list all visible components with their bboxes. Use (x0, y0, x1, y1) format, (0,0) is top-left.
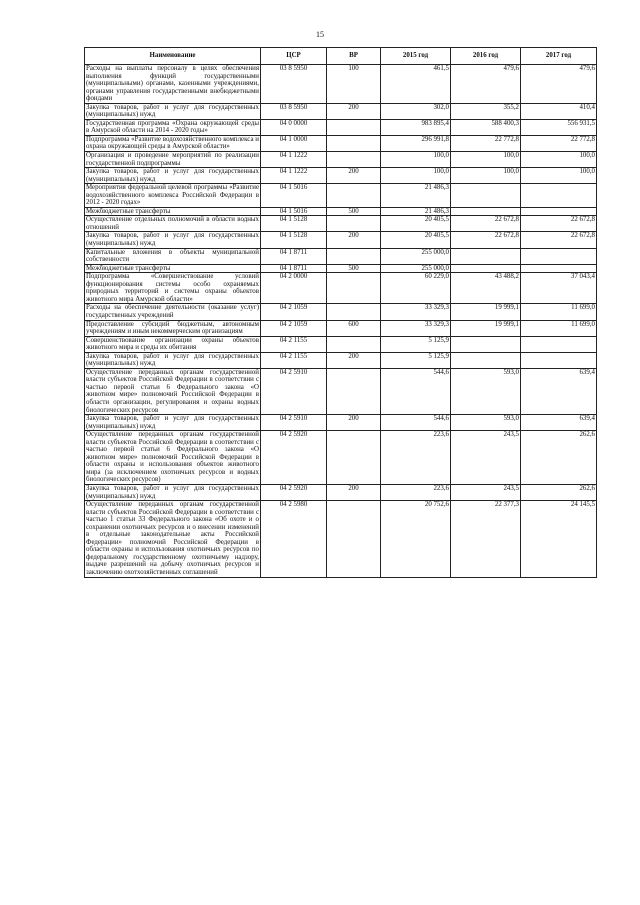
table-row (85, 103, 597, 119)
cell-2016: 100,0 (451, 152, 521, 168)
table-header-row (85, 48, 597, 65)
table-row (85, 232, 597, 248)
cell-name: Подпрограмма «Совершенствование условий функционирования системы особо охраняемых природных территорий и системы охраны объектов животного мира Амурской области» (86, 273, 259, 303)
cell-vr: 200 (327, 168, 381, 184)
cell-2015: 255 000,0 (381, 248, 451, 264)
cell-2017: 22 672,8 (521, 216, 597, 232)
cell-2017 (521, 264, 597, 273)
cell-name: Закупка товаров, работ и услуг для государственных (муниципальных) нужд (86, 484, 259, 500)
cell-2015: 33 329,3 (381, 304, 451, 320)
cell-2015: 255 000,0 (381, 264, 451, 273)
cell-name: Мероприятия федеральной целевой программы «Развитие водохозяйственного комплекса Российской Федерации в 2012 - 2020 годах» (86, 184, 259, 207)
cell-2016: 243,5 (451, 484, 521, 500)
cell-vr: 200 (327, 352, 381, 368)
cell-2015: 100,0 (381, 152, 451, 168)
table-row (85, 248, 597, 264)
cell-2017: 22 672,8 (521, 232, 597, 248)
table-row (85, 352, 597, 368)
table-row (85, 368, 597, 414)
cell-2017: 639,4 (521, 368, 597, 414)
cell-2016: 22 377,3 (451, 501, 521, 577)
cell-2017 (521, 352, 597, 368)
cell-2015: 302,0 (381, 103, 451, 119)
cell-vr (327, 304, 381, 320)
cell-2017 (521, 207, 597, 216)
cell-vr (327, 501, 381, 577)
cell-vr: 600 (327, 320, 381, 336)
cell-name: Межбюджетные трансферты (85, 207, 261, 216)
cell-csr: 04 0 0000 (261, 119, 327, 135)
cell-vr (327, 184, 381, 208)
header-2016: 2016 год (451, 48, 521, 65)
header-2017: 2017 год (521, 48, 597, 65)
cell-2017 (521, 336, 597, 352)
cell-vr: 500 (327, 264, 381, 273)
table-row (85, 273, 597, 304)
cell-2016: 593,0 (451, 415, 521, 431)
cell-csr: 04 1 1222 (261, 168, 327, 184)
cell-2015: 20 752,6 (381, 501, 451, 577)
cell-2015: 223,6 (381, 484, 451, 500)
cell-2017: 100,0 (521, 168, 597, 184)
cell-csr: 04 2 1155 (261, 352, 327, 368)
cell-csr: 04 1 5016 (261, 207, 327, 216)
table-row (85, 119, 597, 135)
cell-2017: 11 699,0 (521, 304, 597, 320)
cell-2016 (451, 248, 521, 264)
table-row (85, 135, 597, 151)
page-number: 15 (316, 30, 324, 39)
cell-vr (327, 152, 381, 168)
cell-csr: 03 8 5950 (261, 103, 327, 119)
cell-csr: 04 2 5910 (261, 415, 327, 431)
cell-2015: 461,5 (381, 65, 451, 104)
cell-csr: 04 2 5980 (261, 501, 327, 577)
cell-2016: 593,0 (451, 368, 521, 414)
cell-2015: 544,6 (381, 415, 451, 431)
cell-vr (327, 216, 381, 232)
table-row (85, 207, 597, 216)
cell-csr: 04 2 1059 (261, 320, 327, 336)
cell-name: Расходы на выплаты персоналу в целях обеспечения выполнения функций государственными (муниципальными) органами, казенными учреждениями, органами управления государственными внебюджетными фондами (86, 65, 259, 103)
cell-vr: 200 (327, 232, 381, 248)
header-2015: 2015 год (381, 48, 451, 65)
cell-2017: 262,6 (521, 431, 597, 485)
cell-vr (327, 248, 381, 264)
header-csr: ЦСР (261, 48, 327, 65)
cell-2016 (451, 184, 521, 208)
cell-name: Закупка товаров, работ и услуг для государственных (муниципальных) нужд (86, 168, 259, 183)
cell-vr: 100 (327, 65, 381, 104)
cell-vr (327, 119, 381, 135)
cell-csr: 04 2 1059 (261, 304, 327, 320)
cell-vr: 500 (327, 207, 381, 216)
cell-2017: 100,0 (521, 152, 597, 168)
cell-name: Закупка товаров, работ и услуг для государственных (муниципальных) нужд (86, 415, 259, 430)
cell-name: Закупка товаров, работ и услуг для государственных (муниципальных) нужд (86, 103, 259, 119)
cell-2015: 100,0 (381, 168, 451, 184)
cell-name: Осуществление переданных органам государственной власти субъектов Российской Федерации в соответствии с частью первой статьи 6 Федерального закона «О животном мире» полномочий Российской Федерации в области охраны и использования объектов животного мира (за исключением охотничьих ресурсов и водных биологических ресурсов) (86, 431, 259, 484)
cell-vr (327, 431, 381, 485)
cell-name: Закупка товаров, работ и услуг для государственных (муниципальных) нужд (86, 232, 259, 248)
cell-csr: 03 8 5950 (261, 65, 327, 104)
cell-2017: 24 145,5 (521, 501, 597, 577)
cell-2016: 22 672,8 (451, 216, 521, 232)
cell-2016 (451, 336, 521, 352)
cell-vr: 200 (327, 103, 381, 119)
table-row (85, 304, 597, 320)
table-row (85, 336, 597, 352)
cell-2015: 5 125,9 (381, 352, 451, 368)
cell-csr: 04 1 1222 (261, 152, 327, 168)
cell-2017: 410,4 (521, 103, 597, 119)
cell-2016: 19 999,1 (451, 304, 521, 320)
budget-table (84, 47, 597, 578)
cell-2017 (521, 248, 597, 264)
cell-2016: 22 772,8 (451, 135, 521, 151)
table-row (85, 320, 597, 336)
cell-2016: 479,6 (451, 65, 521, 104)
cell-name: Капитальные вложения в объекты муниципальной собственности (86, 248, 259, 264)
cell-2015: 5 125,9 (381, 336, 451, 352)
cell-csr: 04 2 5920 (261, 431, 327, 485)
cell-csr: 04 1 5128 (261, 232, 327, 248)
table-row (85, 431, 597, 485)
cell-csr: 04 1 8711 (261, 248, 327, 264)
cell-2015: 33 329,3 (381, 320, 451, 336)
cell-name: Организация и проведение мероприятий по реализации государственной подпрограммы (86, 152, 259, 167)
cell-name: Осуществление переданных органам государственной власти субъектов Российской Федерации в соответствии с частью первой статьи 6 Федерального закона «О животном мире» полномочий Российской Федерации в области организации, регулирования и охраны водных биологических ресурсов (86, 368, 259, 414)
table-row (85, 501, 597, 577)
table-row (85, 152, 597, 168)
cell-2015: 544,6 (381, 368, 451, 414)
cell-csr: 04 2 1155 (261, 336, 327, 352)
cell-2016: 43 488,2 (451, 273, 521, 304)
cell-2016 (451, 352, 521, 368)
cell-2017: 11 699,0 (521, 320, 597, 336)
header-vr: ВР (327, 48, 381, 65)
table-row (85, 264, 597, 273)
cell-2015: 60 229,0 (381, 273, 451, 304)
cell-vr: 200 (327, 484, 381, 500)
cell-2015: 296 991,8 (381, 135, 451, 151)
cell-2016 (451, 207, 521, 216)
cell-2016 (451, 264, 521, 273)
cell-2016: 243,5 (451, 431, 521, 485)
cell-2015: 21 486,3 (381, 184, 451, 208)
cell-name: Подпрограмма «Развитие водохозяйственного комплекса и охрана окружающей среды в Амурской области» (86, 135, 259, 151)
cell-2017: 22 772,8 (521, 135, 597, 151)
cell-2015: 20 405,5 (381, 216, 451, 232)
cell-2015: 983 895,4 (381, 119, 451, 135)
cell-vr: 200 (327, 415, 381, 431)
cell-name: Расходы на обеспечение деятельности (оказание услуг) государственных учреждений (86, 304, 259, 319)
cell-2017: 639,4 (521, 415, 597, 431)
cell-vr (327, 273, 381, 304)
table-row (85, 184, 597, 208)
cell-2015: 21 486,3 (381, 207, 451, 216)
cell-csr: 04 2 0000 (261, 273, 327, 304)
cell-csr: 04 2 5920 (261, 484, 327, 500)
cell-name: Осуществление отдельных полномочий в области водных отношений (86, 216, 259, 231)
cell-2015: 223,6 (381, 431, 451, 485)
header-name: Наименование (85, 48, 261, 65)
table-row (85, 484, 597, 500)
cell-csr: 04 2 5910 (261, 368, 327, 414)
cell-name: Межбюджетные трансферты (85, 264, 261, 273)
cell-name: Закупка товаров, работ и услуг для государственных (муниципальных) нужд (86, 352, 259, 368)
table-row (85, 415, 597, 431)
cell-2017: 479,6 (521, 65, 597, 104)
cell-2016: 19 999,1 (451, 320, 521, 336)
cell-2017: 262,6 (521, 484, 597, 500)
cell-name: Осуществление переданных органам государственной власти субъектов Российской Федерации в соответствии с частью 1 статьи 33 Федерального закона «Об охоте и о сохранении охотничьих ресурсов и о внесении изменений в отдельные законодательные акты Российской Федерации» полномочий Российской Федерации в области охраны и использования охотничьих ресурсов по федеральному государственному охотничьему надзору, выдаче разрешений на добычу охотничьих ресурсов и заключению охотхозяйственных соглашений (86, 501, 259, 576)
cell-2017: 556 931,5 (521, 119, 597, 135)
table-row (85, 168, 597, 184)
cell-2016: 355,2 (451, 103, 521, 119)
cell-2016: 100,0 (451, 168, 521, 184)
table-row (85, 216, 597, 232)
table-row (85, 65, 597, 104)
cell-csr: 04 1 5128 (261, 216, 327, 232)
cell-name: Совершенствование организации охраны объектов животного мира и среды их обитания (86, 336, 259, 352)
cell-vr (327, 368, 381, 414)
cell-csr: 04 1 0000 (261, 135, 327, 151)
cell-vr (327, 135, 381, 151)
cell-2016: 588 400,3 (451, 119, 521, 135)
cell-csr: 04 1 8711 (261, 264, 327, 273)
cell-name: Предоставление субсидий бюджетным, автономным учреждениям и иным некоммерческим организациям (86, 320, 259, 336)
cell-name: Государственная программа «Охрана окружающей среды в Амурской области на 2014 - 2020 годы» (86, 119, 259, 135)
cell-2016: 22 672,8 (451, 232, 521, 248)
cell-2015: 20 405,5 (381, 232, 451, 248)
cell-2017: 37 043,4 (521, 273, 597, 304)
cell-vr (327, 336, 381, 352)
cell-csr: 04 1 5016 (261, 184, 327, 208)
cell-2017 (521, 184, 597, 208)
